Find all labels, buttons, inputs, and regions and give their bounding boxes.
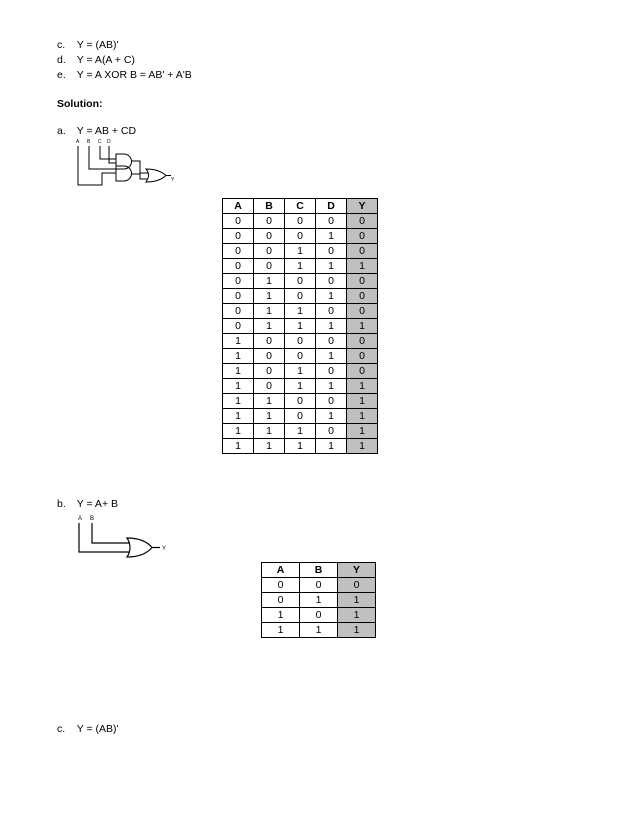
table-cell: 0 (262, 593, 300, 608)
table-cell: 1 (223, 364, 254, 379)
table-cell: 0 (254, 259, 285, 274)
part-b-heading (57, 497, 118, 511)
table-cell: 1 (223, 394, 254, 409)
table-cell: 0 (347, 349, 378, 364)
table-cell: 1 (223, 349, 254, 364)
table-cell: 0 (285, 229, 316, 244)
table-cell: 1 (285, 304, 316, 319)
table-cell: 0 (347, 334, 378, 349)
table-cell: 0 (285, 394, 316, 409)
table-row (223, 229, 378, 244)
output-label-y: Y (162, 546, 167, 552)
list-expression: Y = A XOR B = AB' + A'B (76, 69, 192, 81)
column-header: A (223, 199, 254, 214)
table-row (223, 424, 378, 439)
table-cell: 1 (316, 319, 347, 334)
table-cell: 1 (285, 379, 316, 394)
table-cell: 1 (254, 439, 285, 454)
table-cell: 0 (254, 334, 285, 349)
table-cell: 1 (347, 259, 378, 274)
table-cell: 1 (300, 623, 338, 638)
table-cell: 0 (347, 304, 378, 319)
list-label: e. (57, 69, 66, 81)
column-header: B (300, 563, 338, 578)
table-row (223, 364, 378, 379)
table-cell: 1 (316, 409, 347, 424)
table-cell: 1 (254, 274, 285, 289)
input-label-c: C (98, 139, 102, 145)
table-cell: 0 (254, 379, 285, 394)
table-cell: 1 (285, 439, 316, 454)
table-row (223, 274, 378, 289)
part-c-heading (57, 722, 119, 736)
table-cell: 1 (316, 229, 347, 244)
table-cell: 1 (262, 608, 300, 623)
table-row (223, 334, 378, 349)
wire-b (92, 523, 130, 543)
table-cell: 1 (254, 304, 285, 319)
table-body (262, 578, 376, 638)
output-label-y: Y (171, 177, 175, 183)
table-cell: 0 (316, 364, 347, 379)
input-label-a: A (76, 139, 80, 145)
table-cell: 1 (285, 259, 316, 274)
or-gate (146, 169, 166, 182)
table-cell: 0 (223, 274, 254, 289)
list-item-d (57, 53, 135, 67)
table-cell: 1 (285, 319, 316, 334)
wire-and-lower-out (131, 174, 148, 179)
table-cell: 0 (316, 244, 347, 259)
table-cell: 0 (285, 409, 316, 424)
table-row (262, 578, 376, 593)
table-cell: 1 (347, 319, 378, 334)
table-cell: 0 (316, 304, 347, 319)
table-cell: 1 (223, 379, 254, 394)
table-header-row (223, 199, 378, 214)
table-cell: 1 (254, 319, 285, 334)
column-header: Y (347, 199, 378, 214)
circuit-diagram-a (70, 137, 190, 199)
table-cell: 0 (285, 214, 316, 229)
table-cell: 0 (223, 319, 254, 334)
table-cell: 1 (316, 439, 347, 454)
part-a-heading (57, 124, 136, 138)
table-cell: 1 (285, 424, 316, 439)
table-row (262, 623, 376, 638)
table-cell: 0 (316, 424, 347, 439)
table-cell: 0 (223, 304, 254, 319)
table-row (223, 244, 378, 259)
table-cell: 1 (347, 409, 378, 424)
input-label-a: A (78, 516, 83, 522)
input-label-b: B (87, 139, 91, 145)
table-cell: 1 (254, 424, 285, 439)
table-cell: 0 (347, 229, 378, 244)
part-expression: Y = AB + CD (76, 125, 137, 137)
table-cell: 1 (285, 244, 316, 259)
or-gate (127, 538, 152, 557)
and-gate-lower (116, 166, 132, 181)
table-row (223, 319, 378, 334)
input-label-b: B (90, 516, 95, 522)
table-cell: 0 (347, 364, 378, 379)
truth-table-b (261, 562, 376, 638)
table-cell: 1 (316, 259, 347, 274)
table-row (262, 608, 376, 623)
table-row (223, 214, 378, 229)
list-item-e (57, 68, 192, 82)
table-cell: 0 (254, 244, 285, 259)
column-header: A (262, 563, 300, 578)
column-header: B (254, 199, 285, 214)
wire-a (79, 523, 130, 552)
part-label: c. (57, 723, 66, 735)
table-cell: 0 (300, 608, 338, 623)
table-cell: 1 (262, 623, 300, 638)
table-cell: 0 (285, 334, 316, 349)
table-cell: 0 (223, 259, 254, 274)
table-cell: 1 (338, 593, 376, 608)
table-cell: 0 (254, 214, 285, 229)
table-cell: 1 (300, 593, 338, 608)
table-cell: 0 (223, 244, 254, 259)
table-cell: 0 (338, 578, 376, 593)
table-cell: 0 (347, 274, 378, 289)
table-cell: 0 (316, 274, 347, 289)
part-expression: Y = (AB)' (76, 723, 119, 735)
table-cell: 1 (347, 394, 378, 409)
list-item-c (57, 38, 119, 52)
table-row (223, 259, 378, 274)
table-cell: 1 (316, 289, 347, 304)
wire-c (100, 146, 116, 159)
list-expression: Y = A(A + C) (76, 54, 135, 66)
table-cell: 0 (262, 578, 300, 593)
table-cell: 1 (223, 424, 254, 439)
table-cell: 1 (223, 409, 254, 424)
table-row (223, 409, 378, 424)
table-cell: 1 (347, 379, 378, 394)
table-cell: 1 (316, 349, 347, 364)
table-cell: 0 (223, 214, 254, 229)
wire-a (78, 146, 116, 185)
list-label: d. (57, 54, 66, 66)
column-header: D (316, 199, 347, 214)
table-cell: 0 (285, 289, 316, 304)
table-cell: 0 (285, 274, 316, 289)
column-header: Y (338, 563, 376, 578)
table-cell: 1 (223, 439, 254, 454)
table-cell: 0 (347, 214, 378, 229)
column-header: C (285, 199, 316, 214)
truth-table-a (222, 198, 378, 454)
table-cell: 0 (223, 229, 254, 244)
table-cell: 0 (254, 349, 285, 364)
part-label: b. (57, 498, 66, 510)
wire-and-upper-out (131, 161, 148, 173)
table-body (223, 214, 378, 454)
solution-heading: Solution: (57, 98, 103, 110)
table-cell: 1 (285, 364, 316, 379)
table-row (262, 593, 376, 608)
table-cell: 1 (316, 379, 347, 394)
wire-d (109, 146, 116, 163)
table-cell: 1 (338, 623, 376, 638)
and-gate-upper (116, 154, 132, 169)
table-cell: 1 (254, 394, 285, 409)
table-row (223, 439, 378, 454)
circuit-diagram-b (72, 512, 182, 562)
table-row (223, 304, 378, 319)
table-cell: 0 (223, 289, 254, 304)
table-row (223, 394, 378, 409)
wire-b (89, 146, 116, 169)
table-cell: 0 (300, 578, 338, 593)
table-cell: 1 (254, 289, 285, 304)
table-cell: 0 (347, 289, 378, 304)
table-cell: 0 (347, 244, 378, 259)
table-row (223, 289, 378, 304)
table-header-row (262, 563, 376, 578)
table-cell: 0 (316, 214, 347, 229)
input-label-d: D (107, 139, 111, 145)
table-cell: 1 (338, 608, 376, 623)
table-row (223, 349, 378, 364)
table-cell: 0 (316, 334, 347, 349)
table-row (223, 379, 378, 394)
table-cell: 1 (347, 439, 378, 454)
table-cell: 0 (254, 364, 285, 379)
table-cell: 0 (316, 394, 347, 409)
table-cell: 0 (254, 229, 285, 244)
list-expression: Y = (AB)' (76, 39, 119, 51)
table-cell: 1 (254, 409, 285, 424)
table-cell: 1 (223, 334, 254, 349)
table-cell: 1 (347, 424, 378, 439)
part-label: a. (57, 125, 66, 137)
table-cell: 0 (285, 349, 316, 364)
part-expression: Y = A+ B (76, 498, 118, 510)
list-label: c. (57, 39, 66, 51)
